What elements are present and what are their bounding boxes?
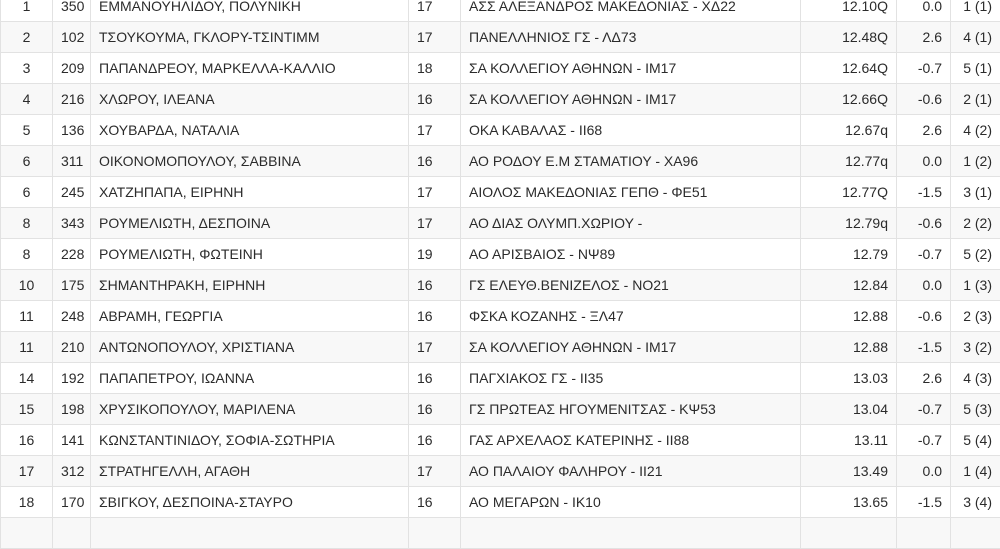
age-cell: 16 (409, 84, 461, 115)
wind-cell: -0.7 (897, 394, 951, 425)
wind-cell: -0.7 (897, 53, 951, 84)
athlete-name-cell: ΣΤΡΑΤΗΓΕΛΛΗ, ΑΓΑΘΗ (91, 456, 409, 487)
table-row (1, 208, 1000, 239)
bib-cell: 228 (53, 239, 91, 270)
bib-cell: 136 (53, 115, 91, 146)
wind-cell: 2.6 (897, 22, 951, 53)
time-cell: 12.77q (801, 146, 897, 177)
club-cell: ΑΟ ΑΡΙΣΒΑΙΟΣ - ΝΨ89 (461, 239, 801, 270)
rank-cell: 17 (1, 456, 53, 487)
age-cell: 16 (409, 487, 461, 518)
age-cell: 16 (409, 146, 461, 177)
bib-cell: 192 (53, 363, 91, 394)
heat-position-cell: 5 (3) (951, 394, 1000, 425)
table-row (1, 239, 1000, 270)
results-body (1, 0, 1000, 549)
bib-cell: 170 (53, 487, 91, 518)
club-cell: ΑΟ ΜΕΓΑΡΩΝ - ΙΚ10 (461, 487, 801, 518)
wind-cell: -1.5 (897, 177, 951, 208)
athlete-name-cell: ΧΑΤΖΗΠΑΠΑ, ΕΙΡΗΝΗ (91, 177, 409, 208)
heat-position-cell: 2 (1) (951, 84, 1000, 115)
table-row (1, 177, 1000, 208)
table-row (1, 115, 1000, 146)
wind-cell: 0.0 (897, 270, 951, 301)
age-cell: 17 (409, 0, 461, 22)
rank-cell: 16 (1, 425, 53, 456)
athlete-name-cell: ΠΑΠΑΠΕΤΡΟΥ, ΙΩΑΝΝΑ (91, 363, 409, 394)
wind-cell: 0.0 (897, 0, 951, 22)
time-cell: 13.49 (801, 456, 897, 487)
table-row (1, 487, 1000, 518)
wind-cell: -0.6 (897, 301, 951, 332)
time-cell: 12.66Q (801, 84, 897, 115)
bib-cell: 198 (53, 394, 91, 425)
athlete-name-cell: ΠΑΠΑΝΔΡΕΟΥ, ΜΑΡΚΕΛΛΑ-ΚΑΛΛΙΟ (91, 53, 409, 84)
time-cell: 12.79 (801, 239, 897, 270)
athlete-name-cell: ΣΗΜΑΝΤΗΡΑΚΗ, ΕΙΡΗΝΗ (91, 270, 409, 301)
bib-cell: 311 (53, 146, 91, 177)
heat-position-cell: 1 (2) (951, 146, 1000, 177)
rank-cell: 14 (1, 363, 53, 394)
rank-cell: 8 (1, 239, 53, 270)
heat-position-cell: 4 (3) (951, 363, 1000, 394)
time-cell: 12.79q (801, 208, 897, 239)
rank-cell: 5 (1, 115, 53, 146)
rank-cell: 6 (1, 177, 53, 208)
rank-cell: 3 (1, 53, 53, 84)
table-row (1, 84, 1000, 115)
age-cell: 17 (409, 456, 461, 487)
rank-cell: 8 (1, 208, 53, 239)
table-row (1, 0, 1000, 22)
bib-cell: 216 (53, 84, 91, 115)
wind-cell: -1.5 (897, 332, 951, 363)
bib-cell: 312 (53, 456, 91, 487)
rank-cell: 1 (1, 0, 53, 22)
bib-cell: 248 (53, 301, 91, 332)
age-cell: 19 (409, 239, 461, 270)
time-cell: 12.77Q (801, 177, 897, 208)
time-cell: 13.11 (801, 425, 897, 456)
table-row (1, 363, 1000, 394)
bib-cell: 245 (53, 177, 91, 208)
time-cell: 12.88 (801, 332, 897, 363)
athlete-name-cell: ΤΣΟΥΚΟΥΜΑ, ΓΚΛΟΡΥ-ΤΣΙΝΤΙΜΜ (91, 22, 409, 53)
bib-cell: 209 (53, 53, 91, 84)
wind-cell: 2.6 (897, 115, 951, 146)
club-cell: ΑΟ ΡΟΔΟΥ Ε.Μ ΣΤΑΜΑΤΙΟΥ - ΧΑ96 (461, 146, 801, 177)
time-cell: 12.88 (801, 301, 897, 332)
age-cell (409, 518, 461, 549)
heat-position-cell: 2 (3) (951, 301, 1000, 332)
table-row (1, 270, 1000, 301)
table-row (1, 332, 1000, 363)
heat-position-cell (951, 518, 1000, 549)
athlete-name-cell: ΑΝΤΩΝΟΠΟΥΛΟΥ, ΧΡΙΣΤΙΑΝΑ (91, 332, 409, 363)
athlete-name-cell: ΣΒΙΓΚΟΥ, ΔΕΣΠΟΙΝΑ-ΣΤΑΥΡΟ (91, 487, 409, 518)
club-cell: ΑΣΣ ΑΛΕΞΑΝΔΡΟΣ ΜΑΚΕΔΟΝΙΑΣ - ΧΔ22 (461, 0, 801, 22)
time-cell: 12.84 (801, 270, 897, 301)
bib-cell: 350 (53, 0, 91, 22)
table-row (1, 301, 1000, 332)
time-cell: 13.65 (801, 487, 897, 518)
time-cell: 12.64Q (801, 53, 897, 84)
club-cell (461, 518, 801, 549)
wind-cell: 2.6 (897, 363, 951, 394)
athlete-name-cell (91, 518, 409, 549)
bib-cell: 141 (53, 425, 91, 456)
age-cell: 18 (409, 53, 461, 84)
athlete-name-cell: ΕΜΜΑΝΟΥΗΛΙΔΟΥ, ΠΟΛΥΝΙΚΗ (91, 0, 409, 22)
athlete-name-cell: ΟΙΚΟΝΟΜΟΠΟΥΛΟΥ, ΣΑΒΒΙΝΑ (91, 146, 409, 177)
club-cell: ΑΟ ΠΑΛΑΙΟΥ ΦΑΛΗΡΟΥ - ΙΙ21 (461, 456, 801, 487)
time-cell: 12.10Q (801, 0, 897, 22)
wind-cell (897, 518, 951, 549)
rank-cell: 15 (1, 394, 53, 425)
athlete-name-cell: ΡΟΥΜΕΛΙΩΤΗ, ΔΕΣΠΟΙΝΑ (91, 208, 409, 239)
club-cell: ΟΚΑ ΚΑΒΑΛΑΣ - ΙΙ68 (461, 115, 801, 146)
bib-cell: 343 (53, 208, 91, 239)
club-cell: ΓΣ ΠΡΩΤΕΑΣ ΗΓΟΥΜΕΝΙΤΣΑΣ - ΚΨ53 (461, 394, 801, 425)
heat-position-cell: 5 (2) (951, 239, 1000, 270)
age-cell: 16 (409, 363, 461, 394)
heat-position-cell: 1 (1) (951, 0, 1000, 22)
table-row (1, 146, 1000, 177)
time-cell: 13.04 (801, 394, 897, 425)
bib-cell: 210 (53, 332, 91, 363)
table-row (1, 394, 1000, 425)
wind-cell: -1.5 (897, 487, 951, 518)
age-cell: 16 (409, 425, 461, 456)
athlete-name-cell: ΡΟΥΜΕΛΙΩΤΗ, ΦΩΤΕΙΝΗ (91, 239, 409, 270)
age-cell: 17 (409, 115, 461, 146)
athlete-name-cell: ΑΒΡΑΜΗ, ΓΕΩΡΓΙΑ (91, 301, 409, 332)
table-row (1, 456, 1000, 487)
rank-cell: 11 (1, 332, 53, 363)
time-cell: 12.48Q (801, 22, 897, 53)
age-cell: 17 (409, 177, 461, 208)
heat-position-cell: 4 (2) (951, 115, 1000, 146)
table-row (1, 425, 1000, 456)
bib-cell (53, 518, 91, 549)
club-cell: ΠΑΝΕΛΛΗΝΙΟΣ ΓΣ - ΛΔ73 (461, 22, 801, 53)
athlete-name-cell: ΚΩΝΣΤΑΝΤΙΝΙΔΟΥ, ΣΟΦΙΑ-ΣΩΤΗΡΙΑ (91, 425, 409, 456)
club-cell: ΠΑΓΧΙΑΚΟΣ ΓΣ - ΙΙ35 (461, 363, 801, 394)
wind-cell: 0.0 (897, 146, 951, 177)
table-row (1, 22, 1000, 53)
table-row (1, 53, 1000, 84)
rank-cell: 10 (1, 270, 53, 301)
wind-cell: -0.7 (897, 425, 951, 456)
rank-cell: 4 (1, 84, 53, 115)
athlete-name-cell: ΧΟΥΒΑΡΔΑ, ΝΑΤΑΛΙΑ (91, 115, 409, 146)
age-cell: 16 (409, 301, 461, 332)
club-cell: ΣΑ ΚΟΛΛΕΓΙΟΥ ΑΘΗΝΩΝ - ΙΜ17 (461, 53, 801, 84)
rank-cell (1, 518, 53, 549)
heat-position-cell: 4 (1) (951, 22, 1000, 53)
wind-cell: 0.0 (897, 456, 951, 487)
club-cell: ΑΟ ΔΙΑΣ ΟΛΥΜΠ.ΧΩΡΙΟΥ - (461, 208, 801, 239)
athlete-name-cell: ΧΛΩΡΟΥ, ΙΛΕΑΝΑ (91, 84, 409, 115)
bib-cell: 175 (53, 270, 91, 301)
club-cell: ΦΣΚΑ ΚΟΖΑΝΗΣ - ΞΛ47 (461, 301, 801, 332)
wind-cell: -0.6 (897, 84, 951, 115)
time-cell: 13.03 (801, 363, 897, 394)
club-cell: ΓΣ ΕΛΕΥΘ.ΒΕΝΙΖΕΛΟΣ - ΝΟ21 (461, 270, 801, 301)
time-cell: 12.67q (801, 115, 897, 146)
heat-position-cell: 3 (4) (951, 487, 1000, 518)
athlete-name-cell: ΧΡΥΣΙΚΟΠΟΥΛΟΥ, ΜΑΡΙΛΕΝΑ (91, 394, 409, 425)
rank-cell: 18 (1, 487, 53, 518)
heat-position-cell: 5 (4) (951, 425, 1000, 456)
age-cell: 17 (409, 208, 461, 239)
heat-position-cell: 1 (4) (951, 456, 1000, 487)
heat-position-cell: 5 (1) (951, 53, 1000, 84)
table-row (1, 518, 1000, 549)
age-cell: 17 (409, 22, 461, 53)
wind-cell: -0.7 (897, 239, 951, 270)
time-cell (801, 518, 897, 549)
club-cell: ΣΑ ΚΟΛΛΕΓΙΟΥ ΑΘΗΝΩΝ - ΙΜ17 (461, 332, 801, 363)
rank-cell: 11 (1, 301, 53, 332)
rank-cell: 2 (1, 22, 53, 53)
club-cell: ΣΑ ΚΟΛΛΕΓΙΟΥ ΑΘΗΝΩΝ - ΙΜ17 (461, 84, 801, 115)
club-cell: ΓΑΣ ΑΡΧΕΛΑΟΣ ΚΑΤΕΡΙΝΗΣ - ΙΙ88 (461, 425, 801, 456)
heat-position-cell: 3 (1) (951, 177, 1000, 208)
age-cell: 17 (409, 332, 461, 363)
bib-cell: 102 (53, 22, 91, 53)
heat-position-cell: 1 (3) (951, 270, 1000, 301)
rank-cell: 6 (1, 146, 53, 177)
age-cell: 16 (409, 394, 461, 425)
heat-position-cell: 2 (2) (951, 208, 1000, 239)
heat-position-cell: 3 (2) (951, 332, 1000, 363)
club-cell: ΑΙΟΛΟΣ ΜΑΚΕΔΟΝΙΑΣ ΓΕΠΘ - ΦΕ51 (461, 177, 801, 208)
wind-cell: -0.6 (897, 208, 951, 239)
age-cell: 16 (409, 270, 461, 301)
